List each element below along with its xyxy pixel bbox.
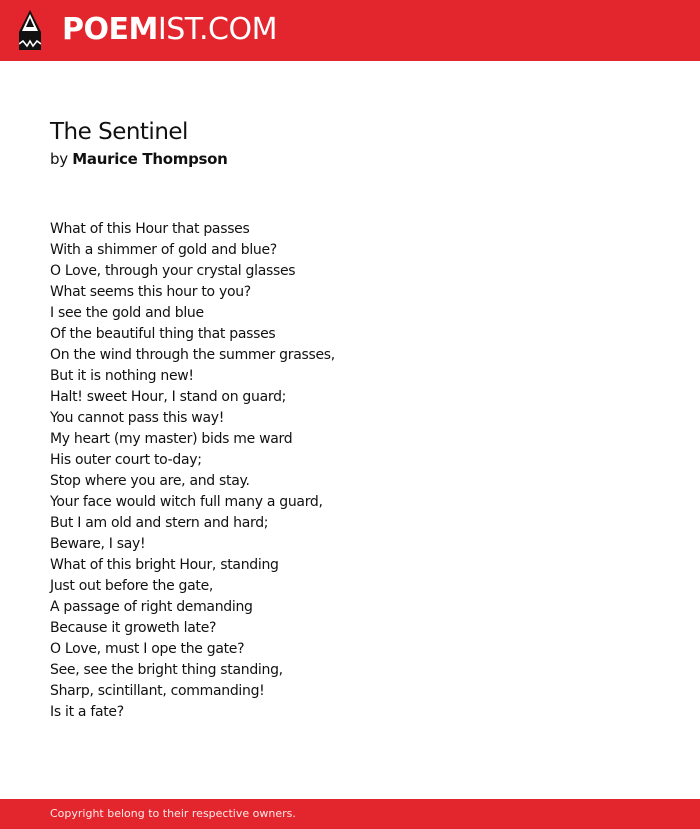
poem-line: What seems this hour to you? [50,284,251,300]
poem-line: Halt! sweet Hour, I stand on guard; [50,389,287,405]
site-footer [0,799,700,829]
poem-line: His outer court to-day; [50,452,202,468]
site-logo[interactable] [62,12,277,48]
copyright-text: Copyright belong to their respective owners. [50,807,296,820]
poem-body [50,219,335,723]
poem-line: You cannot pass this way! [50,410,225,426]
poem-line: My heart (my master) bids me ward [50,431,293,447]
poem-line: Is it a fate? [50,704,124,720]
poem-author: Maurice Thompson [72,150,228,168]
poem-line: On the wind through the summer grasses, [50,347,335,363]
poem-line: O Love, must I ope the gate? [50,641,245,657]
poem-line: Because it groweth late? [50,620,217,636]
poem-line: I see the gold and blue [50,305,204,321]
poem-line: Of the beautiful thing that passes [50,326,276,342]
poem-line: But I am old and stern and hard; [50,515,269,531]
poem-title: The Sentinel [50,119,188,145]
poem-line: O Love, through your crystal glasses [50,263,296,279]
poem-line: What of this bright Hour, standing [50,557,279,573]
pencil-icon [19,10,41,50]
logo-light-text: IST.COM [157,12,277,47]
poem-line: See, see the bright thing standing, [50,662,283,678]
poem-line: Just out before the gate, [50,578,214,594]
by-label: by [50,150,68,168]
poem-line: Your face would witch full many a guard, [50,494,323,510]
poem-line: Stop where you are, and stay. [50,473,250,489]
poem-line: Sharp, scintillant, commanding! [50,683,265,699]
poem-line: A passage of right demanding [50,599,253,615]
poem-line: Beware, I say! [50,536,146,552]
site-header [0,0,700,61]
logo-bold-text: POEM [62,12,158,47]
poem-line: What of this Hour that passes [50,221,250,237]
poem-byline [50,149,228,169]
poem-line: With a shimmer of gold and blue? [50,242,277,258]
poem-line: But it is nothing new! [50,368,194,384]
